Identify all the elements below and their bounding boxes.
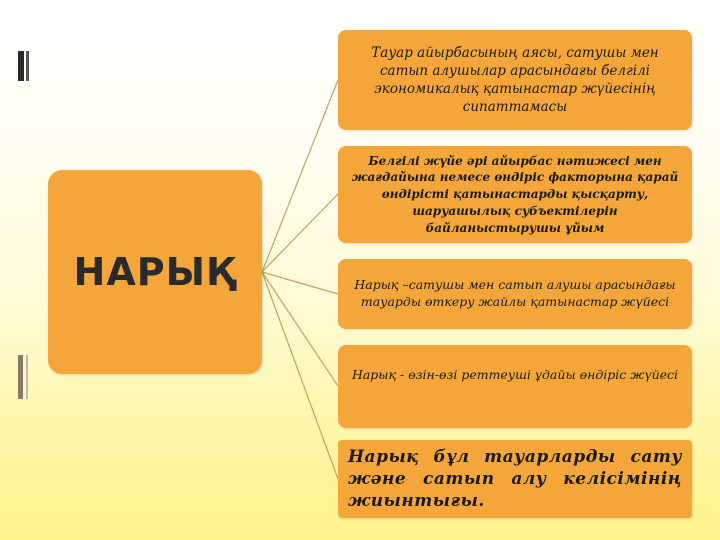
market-main-label: НАРЫҚ	[73, 250, 237, 294]
definition-box-3	[338, 259, 692, 329]
connector-line-2	[262, 194, 338, 272]
definition-box-5	[338, 440, 692, 518]
connector-line-3	[262, 272, 338, 294]
connector-line-4	[262, 272, 338, 386]
definition-text-5: Нарық бұл тауарларды сату және сатып алу келісімінің жиынтығы.	[348, 446, 682, 512]
market-main-node	[48, 170, 262, 374]
definition-text-3: Нарық –сатушы мен сатып алушы арасындағы тауарды өткеру жайлы қатынастар жүйесі	[354, 277, 676, 309]
definition-text-1: Тауар айырбасының аясы, сатушы мен сатып алушылар арасындағы белгілі экономикалық қатынастар жүйесінің сипаттамасы	[371, 44, 659, 116]
definition-box-1	[338, 30, 692, 130]
definition-text-2: Белгілі жүйе әрі айырбас нәтижесі мен жағдайына немесе өндіріс факторына қарай өндірісті қатынастарды қысқарту, шаруашылық субъектілерін байланыстырушы ұйым	[351, 153, 679, 235]
connector-line-5	[262, 272, 338, 479]
definition-text-4: Нарық - өзін-өзі реттеуші ұдайы өндіріс жүйесі	[351, 367, 679, 382]
connector-line-1	[262, 80, 338, 272]
definition-box-4	[338, 345, 692, 428]
definition-box-2	[338, 146, 692, 243]
